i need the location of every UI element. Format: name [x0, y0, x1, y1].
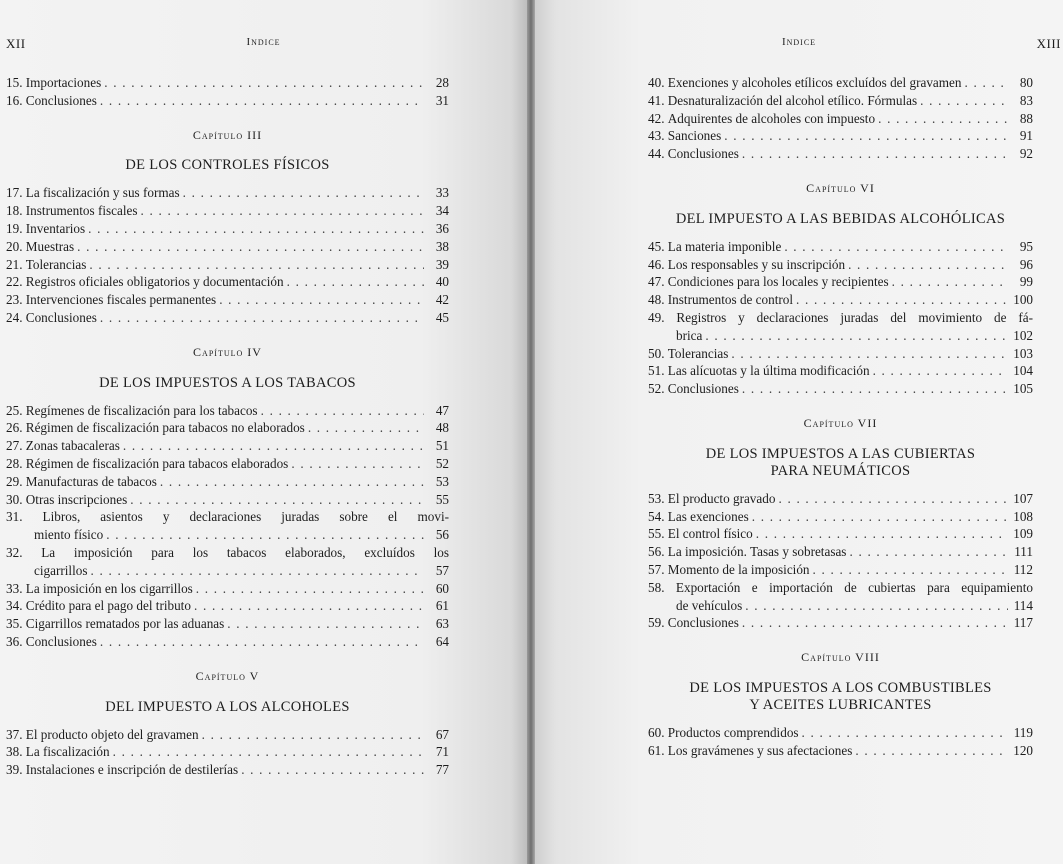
entry-number: 15. — [6, 75, 23, 90]
entry-page-number: 99 — [1019, 274, 1033, 290]
entry-page-number: 57 — [435, 562, 449, 578]
toc-entry — [6, 455, 449, 473]
toc-entry — [648, 561, 1033, 579]
entry-page-number: 45 — [435, 309, 449, 325]
entry-title: Los gravámenes y sus afectaciones — [667, 742, 853, 758]
entry-title: Conclusiones — [667, 615, 739, 631]
entry-page-number: 28 — [435, 75, 449, 90]
toc-entry — [6, 633, 449, 651]
entry-number: 19. — [6, 220, 23, 236]
entry-title: El producto gravado — [667, 490, 776, 506]
entry-number: 56. — [648, 544, 665, 560]
entry-number: 35. — [6, 616, 23, 632]
toc-entry — [648, 291, 1033, 309]
leader-dots — [291, 455, 424, 473]
entry-title: La fiscalización y sus formas — [25, 185, 180, 201]
entry-page-number: 40 — [435, 274, 449, 290]
entry-number: 50. — [648, 345, 665, 361]
entry-number: 20. — [6, 238, 23, 254]
entry-title: Exportación e importación de cubiertas para equipamiento — [675, 579, 1034, 595]
entry-page-number: 56 — [435, 527, 449, 543]
entry-number: 27. — [6, 438, 23, 454]
leader-dots — [113, 743, 424, 761]
leader-dots — [160, 473, 424, 491]
entry-page-number: 112 — [1013, 561, 1033, 577]
entry-number: 61. — [648, 742, 665, 758]
toc-entry — [6, 597, 449, 615]
entry-number: 46. — [648, 256, 665, 272]
entry-number: 22. — [6, 274, 23, 290]
leader-dots — [802, 724, 1008, 742]
entry-title-continued: cigarrillos — [34, 562, 88, 578]
entry-title: Momento de la imposición — [667, 561, 810, 577]
leader-dots — [778, 490, 1008, 508]
entry-title: Conclusiones — [667, 381, 739, 397]
leader-dots — [892, 273, 1008, 291]
chapter-title-line: DE LOS CONTROLES FÍSICOS — [125, 157, 330, 174]
leader-dots — [742, 145, 1008, 163]
entry-page-number: 111 — [1014, 544, 1033, 560]
toc-entry — [648, 614, 1033, 632]
chapter-title-line: Y ACEITES LUBRICANTES — [749, 696, 932, 713]
entry-first-line — [648, 579, 1033, 597]
entry-title: La imposición para los tabacos elaborados, excluídos los — [41, 544, 450, 560]
entry-number: 41. — [648, 92, 665, 108]
entry-title: Muestras — [25, 238, 75, 254]
entry-number: 37. — [6, 726, 23, 742]
entry-title: Tolerancias — [667, 345, 729, 361]
leader-dots — [227, 615, 424, 633]
entry-title: Condiciones para los locales y recipientes — [667, 274, 889, 290]
entry-page-number: 64 — [435, 633, 449, 649]
leader-dots — [104, 74, 424, 92]
toc-entry — [6, 74, 449, 92]
toc-entry — [648, 490, 1033, 508]
entry-page-number: 91 — [1019, 128, 1033, 144]
entry-page-number: 38 — [435, 238, 449, 254]
leader-dots — [123, 437, 424, 455]
entry-page-number: 36 — [435, 220, 449, 236]
toc-entry — [648, 92, 1033, 110]
toc-entry — [6, 419, 449, 437]
entry-number: 24. — [6, 309, 23, 325]
entry-number: 42. — [648, 110, 665, 126]
toc-entry — [6, 743, 449, 761]
leader-dots — [752, 508, 1008, 526]
entry-number: 25. — [6, 402, 23, 418]
entry-page-number: 120 — [1013, 742, 1033, 758]
leader-dots — [848, 256, 1008, 274]
chapter-heading — [6, 668, 449, 716]
chapter-label: Capítulo V — [195, 668, 260, 683]
chapter-title-line: DE LOS IMPUESTOS A LOS COMBUSTIBLES — [689, 679, 992, 696]
toc-entry — [648, 543, 1033, 561]
entry-title: Régimen de fiscalización para tabacos no elaborados — [25, 420, 305, 436]
chapter-title-line: PARA NEUMÁTICOS — [770, 462, 911, 479]
entry-page-number: 114 — [1013, 597, 1033, 613]
leader-dots — [88, 220, 424, 238]
entry-title: Exenciones y alcoholes etílicos excluídos del gravamen — [667, 75, 962, 90]
toc-entry — [648, 256, 1033, 274]
entry-continuation — [648, 327, 1033, 345]
chapter-title-line: DE LOS IMPUESTOS A LAS CUBIERTAS — [705, 445, 976, 462]
entry-page-number: 109 — [1013, 526, 1033, 542]
leader-dots — [194, 597, 424, 615]
entry-page-number: 119 — [1013, 724, 1033, 740]
toc-entry — [648, 508, 1033, 526]
entry-page-number: 47 — [435, 402, 449, 418]
leader-dots — [855, 742, 1008, 760]
toc-entry — [648, 362, 1033, 380]
entry-title: Regímenes de fiscalización para los tabacos — [25, 402, 258, 418]
entry-page-number: 61 — [435, 598, 449, 614]
entry-number: 45. — [648, 238, 665, 254]
entry-continuation — [6, 562, 449, 580]
leader-dots — [100, 92, 424, 110]
entry-title: Sanciones — [667, 128, 722, 144]
entry-title: Adquirentes de alcoholes con impuesto — [667, 110, 876, 126]
entry-title: Crédito para el pago del tributo — [25, 598, 191, 614]
entry-title: Régimen de fiscalización para tabacos elaborados — [25, 455, 289, 471]
entry-title: Tolerancias — [25, 256, 87, 272]
entry-number: 51. — [648, 363, 665, 379]
toc-entry — [6, 220, 449, 238]
entry-page-number: 83 — [1019, 92, 1033, 108]
toc-entry — [6, 508, 449, 544]
leader-dots — [920, 92, 1008, 110]
entry-title: Productos comprendidos — [667, 724, 799, 740]
entry-page-number: 96 — [1019, 256, 1033, 272]
leader-dots — [873, 362, 1008, 380]
entry-page-number: 117 — [1013, 615, 1033, 631]
chapter-heading — [648, 415, 1033, 480]
leader-dots — [261, 402, 424, 420]
entry-page-number: 55 — [435, 491, 449, 507]
toc-entry — [648, 525, 1033, 543]
entry-title: Conclusiones — [25, 309, 97, 325]
toc-entry — [6, 256, 449, 274]
entry-title: Las exenciones — [667, 508, 749, 524]
entry-title: Zonas tabacaleras — [25, 438, 120, 454]
entry-title: Importaciones — [25, 75, 102, 90]
entry-page-number: 102 — [1013, 327, 1033, 343]
entry-page-number: 51 — [435, 438, 449, 454]
entry-title: La fiscalización — [25, 744, 110, 760]
entry-number: 21. — [6, 256, 23, 272]
toc-entry — [6, 726, 449, 744]
entry-page-number: 53 — [435, 473, 449, 489]
entry-title: Conclusiones — [25, 92, 97, 108]
toc-entry — [648, 309, 1033, 345]
table-of-contents — [6, 74, 449, 779]
leader-dots — [140, 202, 424, 220]
toc-entry — [648, 742, 1033, 760]
leader-dots — [241, 761, 424, 779]
entry-number: 43. — [648, 128, 665, 144]
leader-dots — [964, 74, 1008, 92]
chapter-heading — [6, 344, 449, 392]
entry-number: 49. — [648, 309, 665, 325]
entry-page-number: 60 — [435, 580, 449, 596]
toc-entry — [648, 238, 1033, 256]
entry-page-number: 108 — [1013, 508, 1033, 524]
entry-number: 47. — [648, 274, 665, 290]
entry-title: Conclusiones — [667, 146, 739, 162]
leader-dots — [756, 525, 1008, 543]
entry-number: 18. — [6, 203, 23, 219]
leader-dots — [784, 238, 1008, 256]
leader-dots — [308, 419, 424, 437]
entry-number: 40. — [648, 75, 665, 90]
toc-entry — [6, 473, 449, 491]
entry-number: 33. — [6, 580, 23, 596]
entry-page-number: 88 — [1019, 110, 1033, 126]
chapter-title — [6, 699, 449, 716]
entry-title-continued: miento físico — [34, 527, 104, 543]
chapter-title — [648, 211, 1033, 228]
leader-dots — [100, 309, 424, 327]
right-page — [535, 0, 1063, 864]
leader-dots — [106, 526, 424, 544]
entry-page-number: 31 — [435, 92, 449, 108]
leader-dots — [196, 580, 424, 598]
entry-number: 34. — [6, 598, 23, 614]
table-of-contents — [648, 74, 1033, 760]
page-number: XIII — [1036, 36, 1061, 51]
toc-entry — [648, 380, 1033, 398]
entry-first-line — [648, 309, 1033, 327]
entry-page-number: 33 — [435, 185, 449, 201]
entry-title: Registros y declaraciones juradas del movimiento de fá- — [676, 309, 1033, 325]
leader-dots — [183, 184, 424, 202]
leader-dots — [796, 291, 1008, 309]
entry-title: Manufacturas de tabacos — [25, 473, 157, 489]
entry-title: Conclusiones — [25, 633, 97, 649]
entry-title: Instalaciones e inscripción de destilerías — [25, 762, 239, 778]
toc-entry — [648, 127, 1033, 145]
entry-number: 52. — [648, 381, 665, 397]
entry-number: 53. — [648, 490, 665, 506]
entry-page-number: 48 — [435, 420, 449, 436]
chapter-heading — [648, 649, 1033, 714]
chapter-label: Capítulo IV — [193, 344, 262, 359]
toc-entry — [6, 273, 449, 291]
entry-number: 54. — [648, 508, 665, 524]
toc-entry — [6, 184, 449, 202]
entry-title: La materia imponible — [667, 238, 782, 254]
leader-dots — [130, 491, 424, 509]
entry-page-number: 100 — [1013, 292, 1033, 308]
leader-dots — [742, 614, 1008, 632]
leader-dots — [731, 345, 1008, 363]
toc-entry — [6, 291, 449, 309]
toc-entry — [6, 309, 449, 327]
leader-dots — [849, 543, 1008, 561]
entry-title-continued: brica — [676, 327, 703, 343]
entry-number: 26. — [6, 420, 23, 436]
entry-continuation — [648, 597, 1033, 615]
toc-entry — [6, 491, 449, 509]
page-header — [535, 36, 1063, 56]
chapter-title-line: DE LOS IMPUESTOS A LOS TABACOS — [99, 374, 356, 391]
entry-page-number: 39 — [435, 256, 449, 272]
entry-title: La imposición. Tasas y sobretasas — [667, 544, 847, 560]
leader-dots — [813, 561, 1008, 579]
entry-number: 60. — [648, 724, 665, 740]
entry-title: La imposición en los cigarrillos — [25, 580, 193, 596]
entry-page-number: 42 — [435, 292, 449, 308]
entry-number: 36. — [6, 633, 23, 649]
chapter-heading — [648, 180, 1033, 228]
toc-entry — [6, 544, 449, 580]
chapter-label: Capítulo VIII — [801, 650, 880, 665]
entry-number: 17. — [6, 185, 23, 201]
entry-page-number: 71 — [435, 744, 449, 760]
entry-page-number: 67 — [435, 726, 449, 742]
entry-page-number: 105 — [1013, 381, 1033, 397]
entry-title: Instrumentos fiscales — [25, 203, 138, 219]
chapter-title-line: DEL IMPUESTO A LAS BEBIDAS ALCOHÓLICAS — [675, 210, 1006, 227]
entry-number: 48. — [648, 292, 665, 308]
entry-title-continued: de vehículos — [676, 597, 743, 613]
entry-number: 58. — [648, 579, 665, 595]
entry-first-line — [6, 544, 449, 562]
entry-number: 32. — [6, 544, 23, 560]
toc-entry — [6, 437, 449, 455]
leader-dots — [745, 597, 1008, 615]
entry-title: El control físico — [667, 526, 753, 542]
toc-entry — [648, 145, 1033, 163]
leader-dots — [878, 110, 1008, 128]
page-number: XII — [6, 36, 26, 51]
leader-dots — [89, 256, 424, 274]
entry-number: 28. — [6, 455, 23, 471]
entry-number: 59. — [648, 615, 665, 631]
chapter-title — [648, 680, 1033, 714]
chapter-label: Capítulo III — [192, 127, 263, 142]
chapter-title — [648, 446, 1033, 480]
entry-page-number: 95 — [1019, 238, 1033, 254]
left-page — [0, 0, 527, 864]
entry-title: Las alícuotas y la última modificación — [667, 363, 870, 379]
entry-page-number: 103 — [1013, 345, 1033, 361]
leader-dots — [77, 238, 424, 256]
toc-entry — [648, 724, 1033, 742]
entry-title: Los responsables y su inscripción — [667, 256, 846, 272]
page-header — [0, 36, 527, 56]
chapter-label: Capítulo VII — [803, 415, 878, 430]
chapter-title-line: DEL IMPUESTO A LOS ALCOHOLES — [105, 698, 350, 715]
toc-entry — [6, 761, 449, 779]
entry-number: 44. — [648, 146, 665, 162]
entry-number: 55. — [648, 526, 665, 542]
entry-number: 57. — [648, 561, 665, 577]
chapter-label: Capítulo VI — [806, 180, 875, 195]
entry-page-number: 34 — [435, 203, 449, 219]
toc-entry — [648, 345, 1033, 363]
chapter-title — [6, 157, 449, 174]
entry-title: Cigarrillos rematados por las aduanas — [25, 616, 225, 632]
leader-dots — [202, 726, 424, 744]
leader-dots — [287, 273, 424, 291]
entry-title: Intervenciones fiscales permanentes — [25, 292, 217, 308]
leader-dots — [219, 291, 424, 309]
entry-page-number: 77 — [435, 762, 449, 778]
toc-entry — [648, 273, 1033, 291]
leader-dots — [705, 327, 1008, 345]
entry-number: 23. — [6, 292, 23, 308]
entry-number: 29. — [6, 473, 23, 489]
entry-number: 38. — [6, 744, 23, 760]
toc-entry — [6, 202, 449, 220]
toc-entry — [6, 402, 449, 420]
entry-page-number: 107 — [1013, 490, 1033, 506]
running-header: Indice — [246, 36, 281, 48]
chapter-title — [6, 375, 449, 392]
entry-title: Libros, asientos y declaraciones juradas sobre el movi- — [42, 509, 449, 525]
toc-entry — [6, 92, 449, 110]
toc-entry — [648, 110, 1033, 128]
toc-entry — [648, 579, 1033, 615]
leader-dots — [90, 562, 424, 580]
entry-number: 39. — [6, 762, 23, 778]
entry-number: 30. — [6, 491, 23, 507]
toc-entry — [6, 580, 449, 598]
entry-page-number: 80 — [1019, 75, 1033, 90]
leader-dots — [742, 380, 1008, 398]
entry-title: Otras inscripciones — [25, 491, 128, 507]
leader-dots — [724, 127, 1008, 145]
entry-number: 16. — [6, 92, 23, 108]
toc-entry — [6, 615, 449, 633]
toc-entry — [6, 238, 449, 256]
chapter-heading — [6, 127, 449, 175]
entry-title: El producto objeto del gravamen — [25, 726, 199, 742]
entry-title: Registros oficiales obligatorios y documentación — [25, 274, 284, 290]
book-gutter — [527, 0, 535, 864]
toc-entry — [648, 74, 1033, 92]
entry-title: Inventarios — [25, 220, 86, 236]
entry-number: 31. — [6, 509, 23, 525]
leader-dots — [100, 633, 424, 651]
entry-first-line — [6, 508, 449, 526]
running-header: Indice — [781, 36, 817, 48]
entry-title: Instrumentos de control — [667, 292, 794, 308]
entry-page-number: 52 — [435, 455, 449, 471]
entry-page-number: 104 — [1013, 363, 1033, 379]
entry-page-number: 63 — [435, 616, 449, 632]
entry-title: Desnaturalización del alcohol etílico. Fórmulas — [667, 92, 918, 108]
entry-continuation — [6, 526, 449, 544]
entry-page-number: 92 — [1019, 146, 1033, 162]
